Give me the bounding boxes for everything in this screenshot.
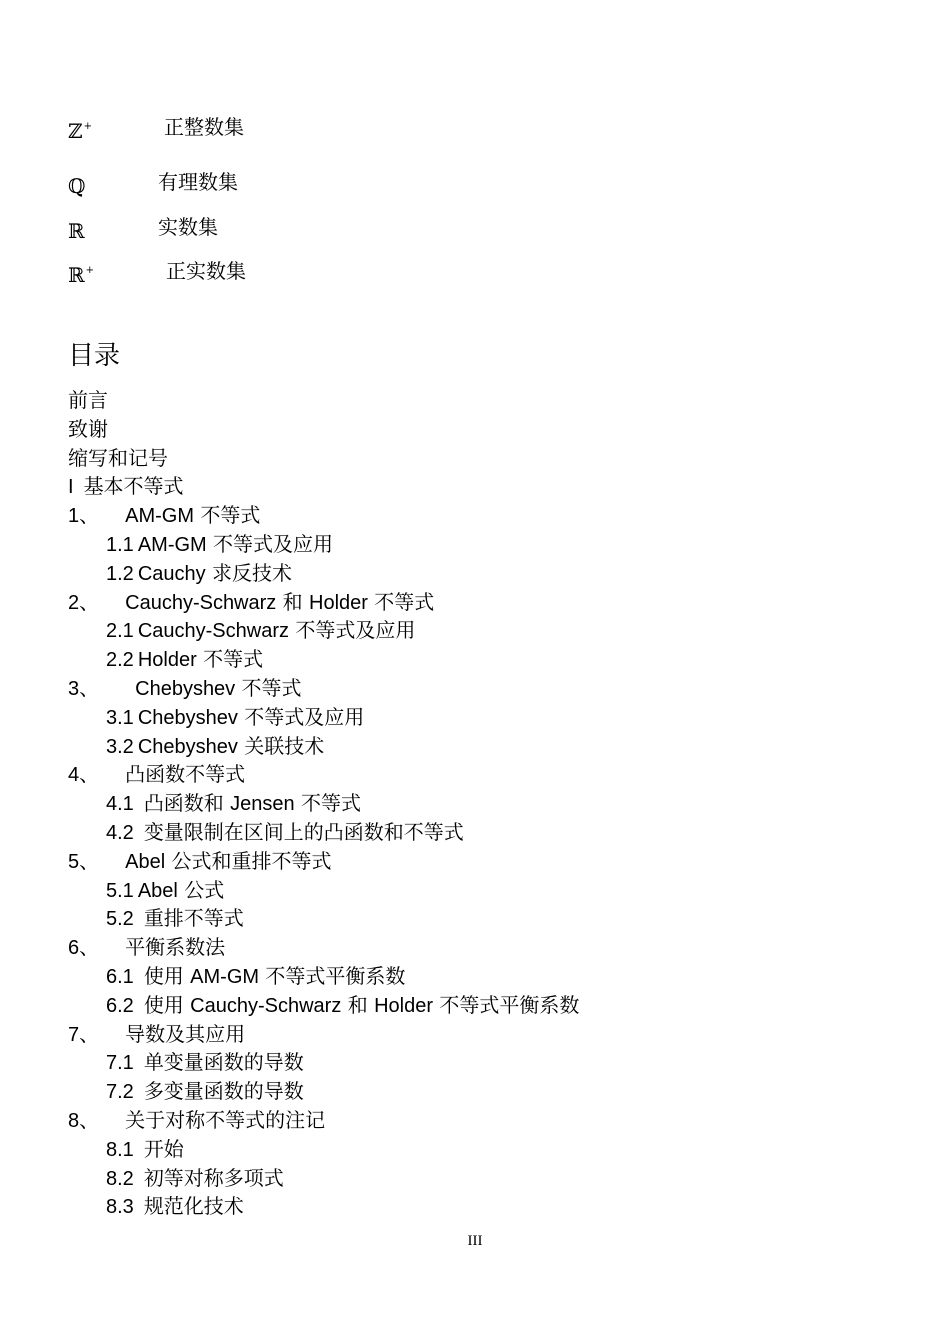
- toc-entry-number: 6、: [68, 937, 100, 960]
- toc-entry-title: 凸函数和 Jensen 不等式: [143, 791, 362, 816]
- toc-entry-title: 关于对称不等式的注记: [125, 1108, 326, 1132]
- toc-entry-number: 5.1: [106, 879, 134, 902]
- notation-symbol: ℝ+: [68, 263, 95, 287]
- toc-entry-title: 规范化技术: [143, 1194, 244, 1219]
- toc-entry-title: AM-GM 不等式及应用: [137, 532, 334, 556]
- toc-entry-title: 前言: [68, 388, 108, 412]
- toc-entry[interactable]: [106, 559, 292, 588]
- notation-symbol: ℚ: [68, 174, 86, 198]
- toc-entry-number: 5.2: [106, 908, 134, 931]
- toc-entry[interactable]: [106, 1135, 184, 1164]
- toc-entry-title: 凸函数不等式: [125, 762, 246, 787]
- toc-entry[interactable]: [106, 1077, 304, 1106]
- toc-entry-number: 3、: [68, 678, 100, 700]
- toc-entry-number: 8、: [68, 1110, 100, 1132]
- toc-entry-title: Cauchy-Schwarz 不等式及应用: [137, 618, 416, 643]
- toc-entry-number: 4、: [68, 764, 100, 787]
- toc-entry-title: 重排不等式: [143, 906, 244, 931]
- toc-entry-title: 使用 Cauchy-Schwarz 和 Holder 不等式平衡系数: [143, 992, 580, 1017]
- toc-entry-number: 6.1: [106, 966, 134, 988]
- toc-entry[interactable]: [68, 1020, 245, 1049]
- toc-entry-number: 3.1: [106, 706, 134, 729]
- toc-entry-number: 8.3: [106, 1196, 134, 1219]
- toc-entry[interactable]: [68, 933, 225, 962]
- toc-entry-number: 8.1: [106, 1138, 134, 1161]
- toc-entry-number: 1、: [68, 505, 100, 528]
- notation-description: 实数集: [158, 215, 218, 239]
- toc-entry-title: Chebyshev 关联技术: [137, 733, 325, 758]
- toc-entry[interactable]: [68, 472, 184, 501]
- toc-entry-title: Cauchy-Schwarz 和 Holder 不等式: [125, 589, 435, 614]
- toc-entry-number: I: [68, 476, 74, 499]
- toc-entry-number: 1.1: [106, 534, 134, 556]
- toc-entry[interactable]: [106, 1048, 304, 1077]
- toc-entry[interactable]: [106, 732, 324, 761]
- toc-entry[interactable]: [68, 1106, 325, 1135]
- toc-entry[interactable]: [68, 588, 434, 617]
- toc-entry-title: 开始: [143, 1136, 184, 1161]
- notation-description: 正实数集: [166, 259, 246, 283]
- toc-entry-number: 7.2: [106, 1081, 134, 1104]
- toc-entry[interactable]: [68, 760, 245, 789]
- toc-heading: 目录: [68, 341, 121, 371]
- toc-entry[interactable]: [68, 501, 260, 530]
- toc-entry[interactable]: [106, 1164, 284, 1193]
- toc-entry-number: 7、: [68, 1023, 100, 1046]
- toc-entry[interactable]: [106, 616, 415, 645]
- toc-entry-title: 初等对称多项式: [143, 1165, 284, 1190]
- toc-entry[interactable]: [68, 415, 108, 444]
- toc-entry[interactable]: [106, 645, 263, 674]
- toc-entry[interactable]: [106, 789, 361, 818]
- toc-entry-title: Chebyshev 不等式及应用: [137, 704, 365, 729]
- toc-entry-title: 多变量函数的导数: [143, 1079, 304, 1104]
- toc-entry[interactable]: [68, 386, 108, 415]
- toc-entry-title: 变量限制在区间上的凸函数和不等式: [143, 820, 464, 844]
- toc-entry-title: Abel 公式和重排不等式: [125, 848, 332, 873]
- page-number: III: [467, 1233, 483, 1249]
- toc-entry-number: 2、: [68, 591, 100, 614]
- toc-entry[interactable]: [68, 674, 302, 703]
- toc-entry-number: 4.1: [106, 793, 134, 816]
- toc-entry[interactable]: [106, 818, 464, 847]
- toc-entry-title: 致谢: [68, 416, 108, 441]
- toc-entry[interactable]: [106, 876, 224, 905]
- notation-symbol: ℤ+: [68, 119, 92, 143]
- toc-entry-number: 8.2: [106, 1167, 134, 1190]
- toc-entry-number: 2.1: [106, 620, 134, 643]
- toc-entry-title: 导数及其应用: [125, 1021, 246, 1046]
- toc-entry[interactable]: [106, 991, 579, 1020]
- notation-description: 有理数集: [158, 170, 238, 194]
- toc-entry-title: 缩写和记号: [68, 445, 168, 470]
- toc-entry-number: 6.2: [106, 994, 134, 1017]
- toc-entry-title: 基本不等式: [83, 474, 184, 499]
- notation-description: 正整数集: [164, 115, 244, 139]
- toc-entry[interactable]: [106, 703, 364, 732]
- toc-entry-number: 4.2: [106, 822, 134, 844]
- toc-entry[interactable]: [106, 530, 333, 559]
- toc-entry[interactable]: [68, 847, 332, 876]
- toc-entry-number: 5、: [68, 850, 100, 873]
- toc-entry-title: Abel 公式: [137, 877, 225, 902]
- toc-entry[interactable]: [106, 962, 405, 991]
- toc-entry-title: Chebyshev 不等式: [135, 676, 302, 700]
- toc-entry[interactable]: [106, 904, 244, 933]
- toc-entry-number: 3.2: [106, 735, 134, 758]
- toc-entry-title: Cauchy 求反技术: [137, 560, 292, 585]
- toc-entry-title: AM-GM 不等式: [125, 503, 261, 528]
- toc-entry-title: 平衡系数法: [125, 935, 226, 960]
- toc-entry[interactable]: [68, 444, 168, 473]
- toc-entry-title: 单变量函数的导数: [143, 1050, 304, 1075]
- toc-entry-title: Holder 不等式: [137, 647, 264, 672]
- notation-symbol: ℝ: [68, 219, 85, 243]
- toc-entry[interactable]: [106, 1192, 244, 1221]
- toc-entry-number: 2.2: [106, 649, 134, 672]
- toc-entry-title: 使用 AM-GM 不等式平衡系数: [143, 964, 406, 988]
- toc-entry-number: 1.2: [106, 562, 134, 585]
- toc-entry-number: 7.1: [106, 1052, 134, 1075]
